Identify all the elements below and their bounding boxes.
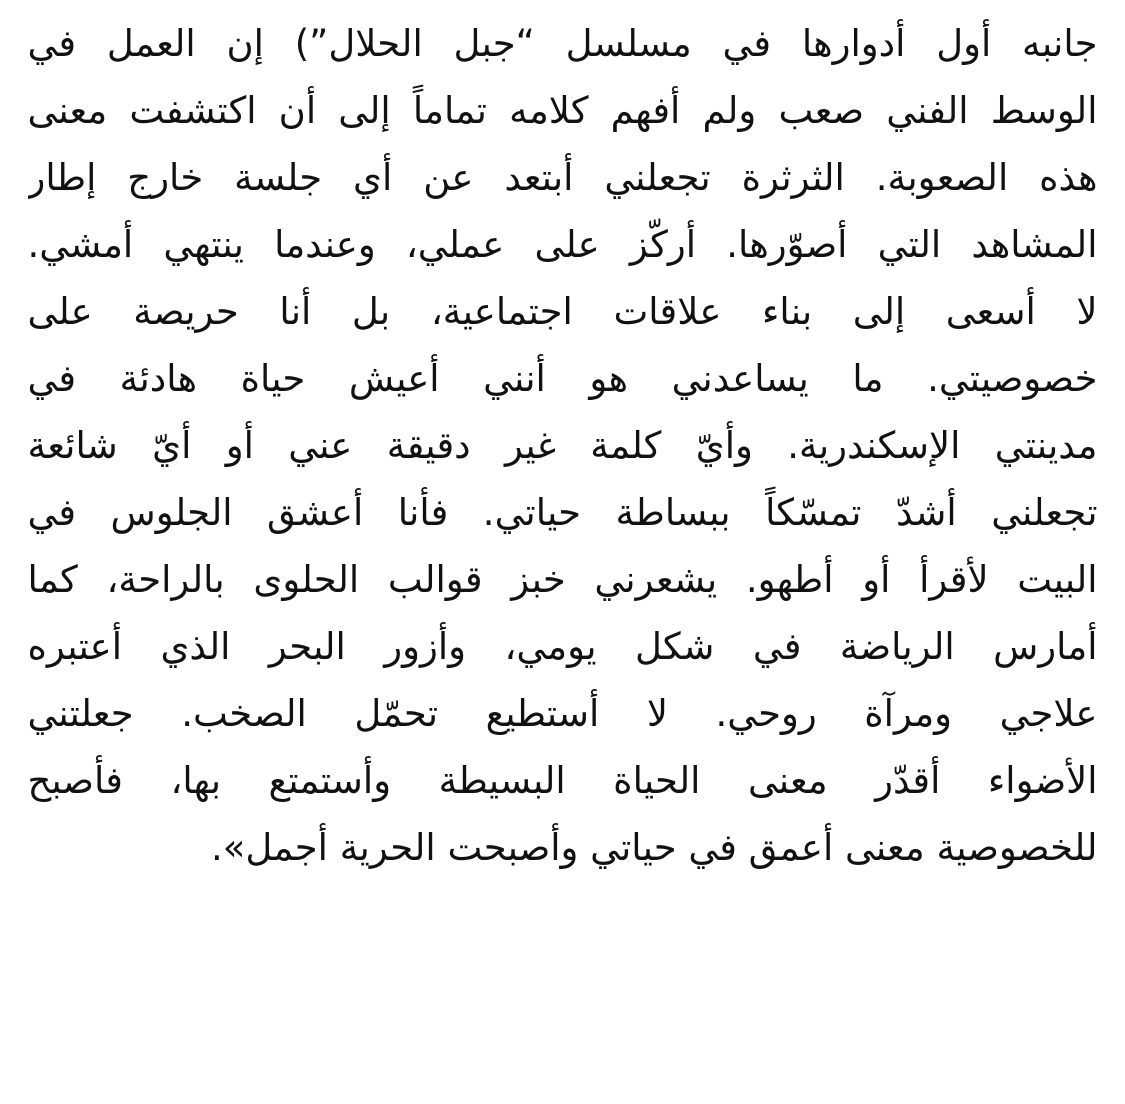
text-line: البيت لأقرأ أو أطهو. يشعرني خبز قوالب الحلوى بالراحة، كما (27, 558, 1098, 601)
text-line: مدينتي الإسكندرية. وأيّ كلمة غير دقيقة عني أو أيّ شائعة (27, 424, 1098, 467)
text-line: لا أسعى إلى بناء علاقات اجتماعية، بل أنا حريصة على (27, 290, 1098, 333)
text-line: للخصوصية معنى أعمق في حياتي وأصبحت الحرية أجمل». (210, 826, 1098, 869)
text-line: خصوصيتي. ما يساعدني هو أنني أعيش حياة هادئة في (27, 357, 1098, 400)
text-line: الوسط الفني صعب ولم أفهم كلامه تماماً إلى أن اكتشفت معنى (27, 89, 1098, 132)
text-line: تجعلني أشدّ تمسّكاً ببساطة حياتي. فأنا أعشق الجلوس في (27, 491, 1098, 534)
text-line: أمارس الرياضة في شكل يومي، وأزور البحر الذي أعتبره (27, 625, 1098, 668)
text-line: هذه الصعوبة. الثرثرة تجعلني أبتعد عن أي جلسة خارج إطار (27, 156, 1098, 199)
text-line: المشاهد التي أصوّرها. أركّز على عملي، وعندما ينتهي أمشي. (27, 223, 1098, 266)
article-text (28, 10, 1098, 881)
text-line: الأضواء أقدّر معنى الحياة البسيطة وأستمتع بها، فأصبح (27, 759, 1098, 802)
text-line: علاجي ومرآة روحي. لا أستطيع تحمّل الصخب. جعلتني (27, 692, 1098, 735)
text-line: جانبه أول أدوارها في مسلسل “جبل الحلال”) إن العمل في (27, 22, 1098, 65)
